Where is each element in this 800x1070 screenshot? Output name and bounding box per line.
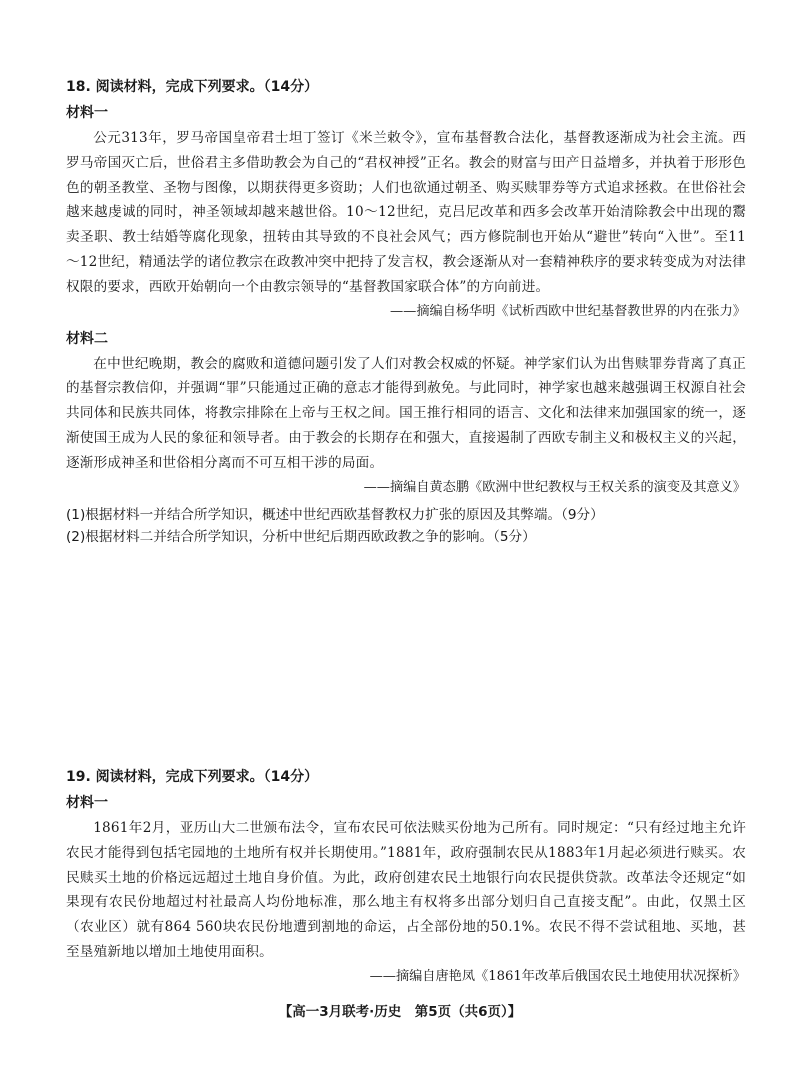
question-19 xyxy=(66,766,746,989)
material-1-label: 材料一 xyxy=(66,105,108,121)
material-1-text: 公元313年，罗马帝国皇帝君士坦丁签订《米兰敕令》，宣布基督教合法化，基督教逐渐成为社会主流。西罗马帝国灭亡后，世俗君主多借助教会为自己的“君权神授”正名。教会的财富与田产日益增多，并执着于形形色色的朝圣教堂、圣物与图像，以期获得更多资助；人们也欲通过朝圣、购买赎罪券等方式追求拯救。在世俗社会越来越虔诚的同时，神圣领域却越来越世俗。10～12世纪，克吕尼改革和西多会改革开始清除教会中出现的鬻卖圣职、教士结婚等腐化现象，扭转由其导致的不良社会风气；西方修院制也开始从“避世”转向“入世”。至11～12世纪，精通法学的诸位教宗在政教冲突中把持了发言权，教会逐渐从对一套精神秩序的要求转变成为对法律权限的要求，西欧开始朝向一个由教宗领导的“基督教国家联合体”的方向前进。 xyxy=(66,130,746,295)
question-19-heading: 19. 阅读材料，完成下列要求。（14分） xyxy=(66,769,319,785)
material-2-source: ——摘编自黄态鹏《欧洲中世纪教权与王权关系的演变及其意义》 xyxy=(363,479,746,495)
material-2-label: 材料二 xyxy=(66,330,108,347)
material-1-source: ——摘编自杨华明《试析西欧中世纪基督教世界的内在张力》 xyxy=(389,303,746,319)
material-2-text: 在中世纪晚期，教会的腐败和道德问题引发了人们对教会权威的怀疑。神学家们认为出售赎罪券背离了真正的基督宗教信仰，并强调“罪”只能通过正确的意志才能得到赦免。与此同时，神学家也越来越强调王权源自社会共同体和民族共同体，将教宗排除在上帝与王权之间。国王推行相同的语言、文化和法律来加强国家的统一，逐渐使国王成为人民的象征和领导者。由于教会的长期存在和强大，直接遏制了西欧专制主义和极权主义的兴起，逐渐形成神圣和世俗相分离而不可互相干涉的局面。 xyxy=(66,355,746,471)
q19-material-1-source: ——摘编自唐艳凤《1861年改革后俄国农民土地使用状况探析》 xyxy=(369,968,746,984)
task-2: (2)根据材料二并结合所学知识，分析中世纪后期西欧政教之争的影响。（5分） xyxy=(66,528,536,545)
question-18 xyxy=(66,76,746,548)
task-1: (1)根据材料一并结合所学知识，概述中世纪西欧基督教权力扩张的原因及其弊端。（9分） xyxy=(66,506,604,523)
q19-material-1-label: 材料一 xyxy=(66,795,108,811)
q19-material-1-text: 1861年2月，亚历山大二世颁布法令，宣布农民可依法赎买份地为己所有。同时规定：“只有经过地主允许农民才能得到包括宅园地的土地所有权并长期使用。”1881年，政府强制农民从1883年1月起必须进行赎买。农民赎买土地的价格远远超过土地自身价值。为此，政府创建农民土地银行向农民提供贷款。改革法令还规定“如果现有农民份地超过村社最高人均份地标准，那么地主有权将多出部分划归自己直接支配”。由此，仅黑土区（农业区）就有864 560块农民份地遭到割地的命运，占全部份地的50.1%。农民不得不尝试租地、买地，甚至垦殖新地以增加土地使用面积。 xyxy=(66,820,746,960)
question-18-heading: 18. 阅读材料，完成下列要求。（14分） xyxy=(66,79,319,95)
page-footer: 【高一3月联考·历史 第5页（共6页）】 xyxy=(278,1004,522,1020)
